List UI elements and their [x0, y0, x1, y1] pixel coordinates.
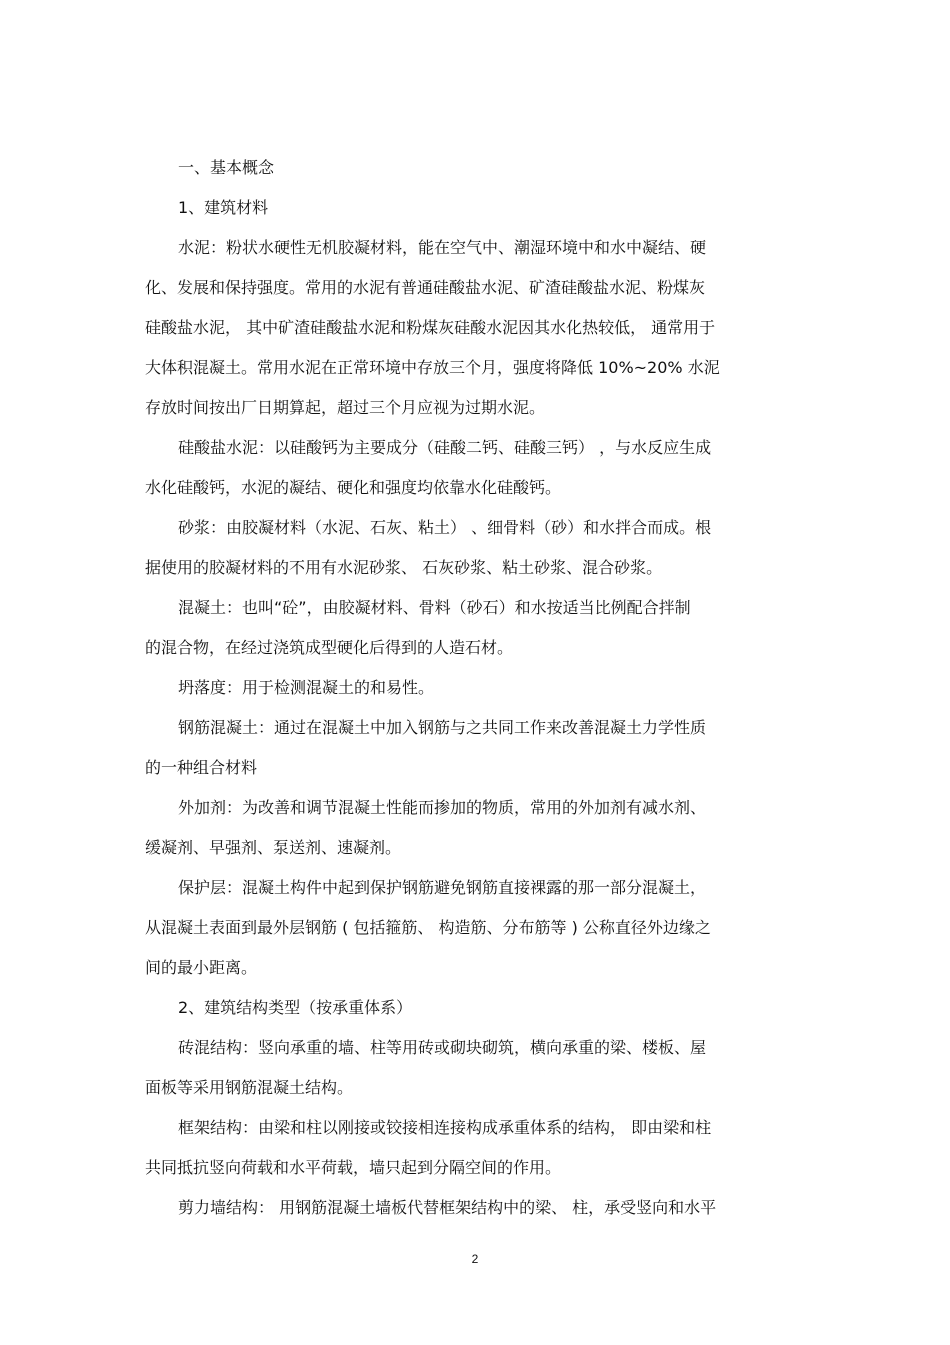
section-heading: 一、基本概念: [178, 158, 275, 177]
text-line: 从混凝土表面到最外层钢筋 ( 包括箍筋、 构造筋、分布筋等 ) 公称直径外边缘之: [145, 918, 711, 937]
text-line: 保护层：混凝土构件中起到保护钢筋避免钢筋直接裸露的那一部分混凝土，: [178, 878, 707, 897]
page-number: 2: [471, 1252, 479, 1266]
text-line: 水泥：粉状水硬性无机胶凝材料，能在空气中、潮湿环境中和水中凝结、硬: [178, 238, 707, 257]
text-line: 间的最小距离。: [145, 958, 258, 977]
text-line: 共同抵抗竖向荷载和水平荷载，墙只起到分隔空间的作用。: [145, 1158, 562, 1177]
subsection-heading: 1、建筑材料: [178, 198, 269, 217]
text-line: 混凝土：也叫“砼”，由胶凝材料、骨料（砂石）和水按适当比例配合拌制: [178, 598, 691, 617]
text-line: 化、发展和保持强度。常用的水泥有普通硅酸盐水泥、矿渣硅酸盐水泥、粉煤灰: [145, 278, 706, 297]
text-line: 钢筋混凝土：通过在混凝土中加入钢筋与之共同工作来改善混凝土力学性质: [178, 718, 707, 737]
text-line: 剪力墙结构： 用钢筋混凝土墙板代替框架结构中的梁、 柱，承受竖向和水平: [178, 1198, 717, 1217]
text-line: 面板等采用钢筋混凝土结构。: [145, 1078, 354, 1097]
text-line: 坍落度：用于检测混凝土的和易性。: [178, 678, 435, 697]
text-line: 硅酸盐水泥， 其中矿渣硅酸盐水泥和粉煤灰硅酸水泥因其水化热较低， 通常用于: [145, 318, 716, 337]
text-line: 的一种组合材料: [145, 758, 258, 777]
text-line: 据使用的胶凝材料的不用有水泥砂浆、 石灰砂浆、粘土砂浆、混合砂浆。: [145, 558, 663, 577]
text-line: 外加剂：为改善和调节混凝土性能而掺加的物质，常用的外加剂有减水剂、: [178, 798, 707, 817]
text-line: 砂浆：由胶凝材料（水泥、石灰、粘土） 、细骨料（砂）和水拌合而成。根: [178, 518, 712, 537]
text-line: 框架结构：由梁和柱以刚接或铰接相连接构成承重体系的结构， 即由梁和柱: [178, 1118, 712, 1137]
text-line: 水化硅酸钙，水泥的凝结、硬化和强度均依靠水化硅酸钙。: [145, 478, 562, 497]
text-line: 存放时间按出厂日期算起，超过三个月应视为过期水泥。: [145, 398, 546, 417]
text-line: 砖混结构：竖向承重的墙、柱等用砖或砌块砌筑，横向承重的梁、楼板、屋: [178, 1038, 707, 1057]
text-line: 硅酸盐水泥：以硅酸钙为主要成分（硅酸二钙、硅酸三钙） ，与水反应生成: [178, 438, 712, 457]
text-line: 的混合物，在经过浇筑成型硬化后得到的人造石材。: [145, 638, 514, 657]
subsection-heading: 2、建筑结构类型（按承重体系）: [178, 998, 413, 1017]
text-line: 大体积混凝土。常用水泥在正常环境中存放三个月，强度将降低 10%~20% 水泥: [145, 358, 720, 377]
text-line: 缓凝剂、早强剂、泵送剂、速凝剂。: [145, 838, 402, 857]
